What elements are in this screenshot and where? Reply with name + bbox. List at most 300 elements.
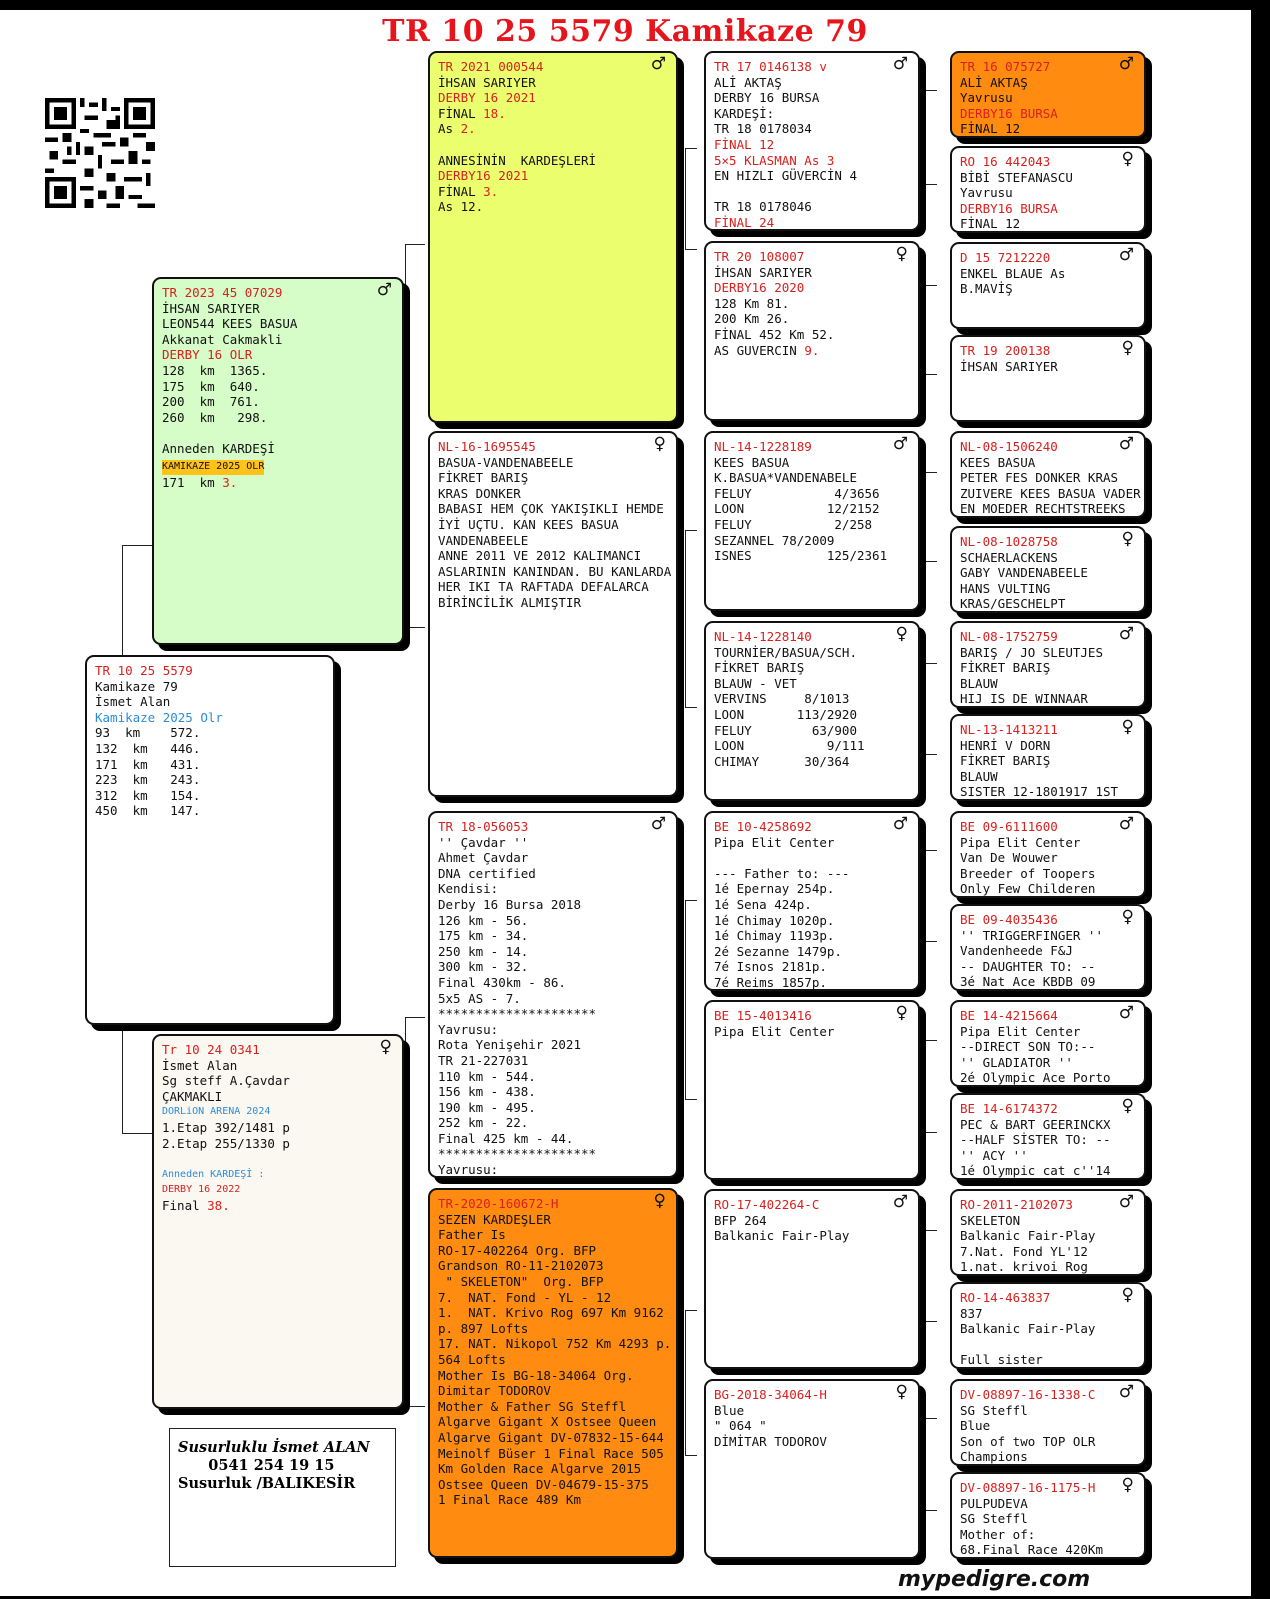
pedigree-line: FİKRET BARIŞ	[960, 660, 1051, 676]
pedigree-line: --HALF SİSTER TO: --	[960, 1132, 1111, 1148]
pedigree-line: Yavrusu:	[438, 1021, 499, 1037]
pedigree-line: ASLARININ KANINDAN. BU KANLARDA	[438, 563, 672, 579]
ring-number: RO 16 442043	[960, 154, 1051, 169]
great-grandparent-card[interactable]	[704, 811, 920, 991]
breeder-contact-box	[169, 1428, 396, 1567]
great-grandparent-card[interactable]	[704, 241, 920, 421]
pedigree-line: 1. NAT. Krivo Rog 697 Km 9162	[438, 1305, 664, 1321]
male-symbol-icon: ♂	[1118, 54, 1134, 74]
pedigree-line: '' TRIGGERFINGER ''	[960, 927, 1103, 943]
pedigree-line: 3é Nat Ace KBDB 09	[960, 974, 1096, 990]
pedigree-line: 175 km - 34.	[438, 928, 529, 944]
pedigree-line: 7é Isnos 2181p.	[714, 959, 827, 975]
pedigree-line: SCHAERLACKENS	[960, 549, 1058, 565]
pedigree-line: RO-17-402264 Org. BFP	[438, 1242, 597, 1258]
pedigree-line: BİBİ STEFANASCU	[960, 169, 1073, 185]
pedigree-line: FELUY 4/3656	[714, 485, 880, 501]
pedigree-line: Ahmet Çavdar	[438, 850, 529, 866]
dam-card[interactable]	[152, 1034, 404, 1409]
pedigree-line: 7é Reims 1857p.	[714, 974, 827, 990]
pedigree-line: Pipa Elit Center	[714, 1023, 835, 1039]
ring-number: NL-14-1228189	[714, 439, 812, 454]
ring-number: TR 18-056053	[438, 819, 529, 834]
ring-number: BE 14-6174372	[960, 1101, 1058, 1116]
male-symbol-icon: ♂	[1118, 1192, 1134, 1212]
great-great-grandparent-card[interactable]	[950, 1472, 1146, 1559]
connector-line	[685, 1310, 697, 1456]
pedigree-line: 93 km 572.	[95, 725, 201, 741]
pedigree-line: HANS VULTING	[960, 580, 1051, 596]
pedigree-line: KEES BASUA	[960, 454, 1036, 470]
pedigree-line: İsmet Alan	[95, 694, 171, 710]
pedigree-line: 7.Nat. Fond YL'12	[960, 1243, 1088, 1259]
male-symbol-icon: ♂	[1118, 1382, 1134, 1402]
pedigree-line: p. 897 Lofts	[438, 1320, 529, 1336]
pedigree-line: Vandenheede F&J	[960, 943, 1073, 959]
ring-number: DV-08897-16-1338-C	[960, 1387, 1096, 1402]
footer-site-name: mypedigre.com	[898, 1567, 1091, 1592]
great-great-grandparent-card[interactable]	[950, 714, 1146, 801]
ring-number: BE 15-4013416	[714, 1008, 812, 1023]
connector-line	[925, 90, 937, 185]
pedigree-line: Sg steff A.Çavdar	[162, 1073, 290, 1089]
pedigree-line: AS GUVERCIN 9.	[714, 342, 820, 358]
great-great-grandparent-card[interactable]	[950, 431, 1146, 518]
pedigree-line: 2é Sezanne 1479p.	[714, 943, 842, 959]
pedigree-line: FELUY 63/900	[714, 722, 857, 738]
pedigree-line: Algarve Gigant X Ostsee Queen	[438, 1414, 657, 1430]
great-grandparent-card[interactable]	[704, 51, 920, 231]
pedigree-line: ISNES 125/2361	[714, 548, 888, 564]
pedigree-line: 1é Chimay 1193p.	[714, 928, 835, 944]
pedigree-line: BLAUW	[960, 675, 998, 691]
pedigree-line: LEON544 KEES BASUA	[162, 316, 298, 332]
connector-line	[925, 285, 937, 375]
pedigree-line: VANDENABEELE	[438, 532, 529, 548]
pedigree-line: Father Is	[438, 1227, 506, 1243]
grandsire-maternal-card[interactable]	[428, 811, 678, 1178]
pedigree-line: Balkanic Fair-Play	[714, 1228, 850, 1244]
great-great-grandparent-card[interactable]	[950, 1000, 1146, 1087]
pedigree-line: Mother Is BG-18-34064 Org.	[438, 1367, 634, 1383]
great-great-grandparent-card[interactable]	[950, 1282, 1146, 1369]
pedigree-line: SISTER 12-1801917 1ST	[960, 784, 1119, 800]
pedigree-line: 5x5 AS - 7.	[438, 990, 521, 1006]
pedigree-line: '' ACY ''	[960, 1147, 1028, 1163]
ring-number: RO-14-463837	[960, 1290, 1051, 1305]
female-symbol-icon: ♀	[1121, 149, 1134, 169]
pedigree-line: Km Golden Race Algarve 2015	[438, 1461, 642, 1477]
pedigree-line: BLAUW - VET	[714, 675, 797, 691]
pedigree-line: ALİ AKTAŞ	[960, 74, 1028, 90]
great-great-grandparent-card[interactable]	[950, 1093, 1146, 1180]
pedigree-line: 250 km - 14.	[438, 943, 529, 959]
pedigree-line: HIJ IS DE WINNAAR	[960, 691, 1088, 707]
ring-number: TR 20 108007	[714, 249, 805, 264]
pedigree-line: Anneden KARDEŞİ :	[162, 1168, 265, 1180]
pedigree-line: 300 km - 32.	[438, 959, 529, 975]
pedigree-line: Only Few Childeren	[960, 881, 1096, 897]
female-symbol-icon: ♀	[379, 1037, 392, 1057]
pedigree-line: FİNAL 12	[960, 121, 1021, 137]
pedigree-line: EN MOEDER RECHTSTREEKS	[960, 501, 1126, 517]
pedigree-line: İsmet Alan	[162, 1057, 238, 1073]
pedigree-line: K.BASUA*VANDENABELE	[714, 470, 857, 486]
ring-number: BE 14-4215664	[960, 1008, 1058, 1023]
great-great-grandparent-card[interactable]	[950, 146, 1146, 233]
pedigree-line: SG Steffl	[960, 1511, 1028, 1527]
pedigree-line: FİNAL 18.	[438, 105, 506, 121]
sire-card[interactable]	[152, 277, 404, 645]
pedigree-line: Pipa Elit Center	[714, 834, 835, 850]
pedigree-line: FİNAL 452 Km 52.	[714, 326, 835, 342]
ring-number: TR 10 25 5579	[95, 663, 193, 678]
pedigree-line: KRAS DONKER	[438, 485, 521, 501]
female-symbol-icon: ♀	[895, 244, 908, 264]
connector-line	[925, 850, 937, 942]
pedigree-line: As 12.	[438, 199, 484, 215]
pedigree-line: Final 430km - 86.	[438, 974, 566, 990]
ring-number: BE 09-6111600	[960, 819, 1058, 834]
pedigree-line: '' GLADIATOR ''	[960, 1054, 1073, 1070]
pedigree-line: KARDEŞİ:	[714, 105, 775, 121]
ring-number: Tr 10 24 0341	[162, 1042, 260, 1057]
pedigree-line: LOON 113/2920	[714, 706, 857, 722]
pedigree-line: Algarve Gigant DV-07832-15-644	[438, 1429, 664, 1445]
pedigree-line: PULPUDEVA	[960, 1495, 1028, 1511]
ring-number: NL-08-1506240	[960, 439, 1058, 454]
pedigree-line: 200 km 761.	[162, 394, 260, 410]
pedigree-line: 200 Km 26.	[714, 311, 790, 327]
great-grandparent-card[interactable]	[704, 1000, 920, 1180]
female-symbol-icon: ♀	[1121, 717, 1134, 737]
subject-pigeon-card[interactable]	[85, 655, 335, 1025]
pedigree-line: DERBY16 BURSA	[960, 200, 1058, 216]
pedigree-line: 564 Lofts	[438, 1351, 506, 1367]
pedigree-line: BASUA-VANDENABEELE	[438, 454, 574, 470]
pedigree-line: 260 km 298.	[162, 409, 268, 425]
pedigree-line: İYİ UÇTU. KAN KEES BASUA	[438, 516, 619, 532]
pedigree-line: 1.nat. krivoi Rog	[960, 1259, 1088, 1275]
pedigree-line: DİMİTAR TODOROV	[714, 1433, 827, 1449]
breeder-location: Susurluk /BALIKESİR	[178, 1475, 356, 1492]
pedigree-line: *********************	[438, 1006, 597, 1022]
connector-line	[685, 530, 697, 708]
pedigree-line: *********************	[438, 1146, 597, 1162]
pedigree-line: ENKEL BLAUE As	[960, 265, 1066, 281]
great-great-grandparent-card[interactable]	[950, 335, 1146, 422]
pedigree-line: Kamikaze 2025 Olr	[95, 709, 223, 725]
pedigree-line: EN HIZLI GÜVERCİN 4	[714, 168, 857, 184]
pedigree-line: DERBY 16 2022	[162, 1184, 241, 1196]
female-symbol-icon: ♀	[1121, 338, 1134, 358]
pedigree-line: Derby 16 Bursa 2018	[438, 896, 581, 912]
great-grandparent-card[interactable]	[704, 621, 920, 801]
pedigree-line: Meinolf Büser 1 Final Race 505	[438, 1445, 664, 1461]
pedigree-line: İHSAN SARIYER	[438, 74, 536, 90]
pedigree-line	[714, 850, 912, 866]
grandsire-paternal-card[interactable]	[428, 51, 678, 423]
pedigree-line: -- DAUGHTER TO: --	[960, 958, 1096, 974]
pedigree-line: FİNAL 24	[714, 214, 775, 230]
pedigree-line: 128 Km 81.	[714, 295, 790, 311]
pedigree-line: Kamikaze 79	[95, 678, 178, 694]
great-great-grandparent-card[interactable]	[950, 904, 1146, 991]
connector-line	[122, 545, 152, 655]
pedigree-line	[438, 137, 670, 153]
pedigree-line: BABASI HEM ÇOK YAKIŞIKLI HEMDE	[438, 501, 664, 517]
pedigree-line: DERBY 16 BURSA	[714, 90, 820, 106]
male-symbol-icon: ♂	[1118, 1003, 1134, 1023]
pedigree-line: ZUIVERE KEES BASUA VADER	[960, 485, 1141, 501]
great-great-grandparent-card[interactable]	[950, 811, 1146, 898]
great-great-grandparent-card[interactable]	[950, 1189, 1146, 1276]
great-grandparent-card[interactable]	[704, 431, 920, 611]
pedigree-line: 2é Olympic Ace Porto	[960, 1070, 1111, 1086]
pedigree-line: " 064 "	[714, 1418, 767, 1434]
pedigree-line: --- Father to: ---	[714, 865, 850, 881]
pedigree-line: 1é Sena 424p.	[714, 896, 812, 912]
pedigree-line: Pipa Elit Center	[960, 834, 1081, 850]
pedigree-line: 837	[960, 1305, 983, 1321]
pedigree-line: 2.Etap 255/1330 p	[162, 1135, 290, 1151]
pedigree-line: 132 km 446.	[95, 740, 201, 756]
pedigree-line: FİNAL 12	[960, 216, 1021, 232]
pedigree-line: ALİ AKTAŞ	[714, 74, 782, 90]
pedigree-line: DERBY 16 2021	[438, 90, 536, 106]
pedigree-line: Pipa Elit Center	[960, 1023, 1081, 1039]
pedigree-line: FELUY 2/258	[714, 516, 873, 532]
connector-line	[925, 1040, 937, 1133]
pedigree-line: 252 km - 22.	[438, 1115, 529, 1131]
connector-line	[405, 244, 425, 628]
granddam-maternal-card[interactable]	[428, 1188, 678, 1558]
pedigree-line: FİNAL 3.	[438, 183, 499, 199]
ring-number: NL-16-1695545	[438, 439, 536, 454]
pedigree-line: --DIRECT SON TO:--	[960, 1039, 1096, 1055]
pedigree-line: 7. NAT. Fond - YL - 12	[438, 1289, 612, 1305]
pedigree-line: '' Çavdar ''	[438, 834, 529, 850]
female-symbol-icon: ♀	[653, 434, 666, 454]
pedigree-line: DERBY16 2020	[714, 280, 805, 296]
granddam-paternal-card[interactable]	[428, 431, 678, 797]
top-border	[0, 0, 1270, 10]
male-symbol-icon: ♂	[1118, 814, 1134, 834]
pedigree-line: Akkanat Cakmakli	[162, 331, 283, 347]
pedigree-line: 126 km - 56.	[438, 912, 529, 928]
male-symbol-icon: ♂	[376, 280, 392, 300]
ring-number: RO-2011-2102073	[960, 1197, 1073, 1212]
pedigree-line: Son of two TOP OLR	[960, 1433, 1096, 1449]
pedigree-line: 1.Etap 392/1481 p	[162, 1119, 290, 1135]
pedigree-line: Balkanic Fair-Play	[960, 1321, 1096, 1337]
pedigree-line: As 2.	[438, 121, 476, 137]
pedigree-line: BİRİNCİLİK ALMIŞTIR	[438, 594, 581, 610]
ring-number: TR 16 075727	[960, 59, 1051, 74]
ring-number: BE 10-4258692	[714, 819, 812, 834]
pedigree-line: 175 km 640.	[162, 378, 260, 394]
pedigree-line: 312 km 154.	[95, 787, 201, 803]
pedigree-line: 1é Chimay 1020p.	[714, 912, 835, 928]
pedigree-line: " SKELETON" Org. BFP	[438, 1273, 604, 1289]
pedigree-line: ANNESİNİN KARDEŞLERİ	[438, 152, 597, 168]
pedigree-line: 5×5 KLASMAN As 3	[714, 152, 835, 168]
ring-number: NL-14-1228140	[714, 629, 812, 644]
pedigree-line: 190 km - 495.	[438, 1099, 536, 1115]
pedigree-line: ANNE 2011 VE 2012 KALIMANCI	[438, 548, 642, 564]
pedigree-line: Grandson RO-11-2102073	[438, 1258, 604, 1274]
pedigree-line: PETER FES DONKER KRAS	[960, 470, 1119, 486]
pedigree-line: ÇAKMAKLI	[162, 1088, 223, 1104]
ring-number: NL-08-1028758	[960, 534, 1058, 549]
female-symbol-icon: ♀	[1121, 1096, 1134, 1116]
male-symbol-icon: ♂	[892, 434, 908, 454]
breeder-phone: 0541 254 19 15	[178, 1457, 335, 1474]
pedigree-line: LOON 9/111	[714, 738, 865, 754]
pedigree-line: 1 Final Race 489 Km	[438, 1492, 581, 1508]
great-grandparent-card[interactable]	[704, 1379, 920, 1559]
female-symbol-icon: ♀	[1121, 529, 1134, 549]
pedigree-line: 68.Final Race 420Km	[960, 1542, 1103, 1558]
pedigree-line: Full sister	[960, 1352, 1043, 1368]
pedigree-line: SEZANNEL 78/2009	[714, 532, 835, 548]
breeder-name: Susurluklu İsmet ALAN	[178, 1439, 370, 1456]
pedigree-line: TR 21-227031	[438, 1052, 529, 1068]
pedigree-line: İHSAN SARIYER	[714, 264, 812, 280]
pedigree-line: TR 18 0178046	[714, 199, 812, 215]
pedigree-line: 128 km 1365.	[162, 362, 268, 378]
ring-number: RO-17-402264-C	[714, 1197, 820, 1212]
pedigree-line: 17. NAT. Nikopol 752 Km 4293 p.	[438, 1336, 672, 1352]
great-great-grandparent-card[interactable]	[950, 1379, 1146, 1466]
connector-line	[405, 1017, 425, 1407]
female-symbol-icon: ♀	[895, 1382, 908, 1402]
pedigree-line: İHSAN SARIYER	[960, 358, 1058, 374]
pedigree-line: Yavrusu	[960, 90, 1013, 106]
male-symbol-icon: ♂	[892, 814, 908, 834]
pedigree-line: HENRİ V DORN	[960, 737, 1051, 753]
pedigree-line: BARIŞ / JO SLEUTJES	[960, 644, 1103, 660]
pedigree-line: KEES BASUA	[714, 454, 790, 470]
great-great-grandparent-card[interactable]	[950, 526, 1146, 613]
pedigree-line: SG Steffl	[960, 1402, 1028, 1418]
pedigree-line: Rota Yenişehir 2021	[438, 1037, 581, 1053]
pedigree-line: DNA certified	[438, 865, 536, 881]
pedigree-line: TR 18 0178034	[714, 121, 812, 137]
connector-line	[925, 472, 937, 562]
pedigree-line: LOON 12/2152	[714, 501, 880, 517]
pedigree-line: Balkanic Fair-Play	[960, 1228, 1096, 1244]
male-symbol-icon: ♂	[650, 814, 666, 834]
pedigree-line: SEZEN KARDEŞLER	[438, 1211, 551, 1227]
pedigree-line: HER IKI TA RAFTADA DEFALARCA	[438, 579, 649, 595]
pedigree-line: DORLiON ARENA 2024	[162, 1106, 271, 1118]
pedigree-line	[960, 1337, 1138, 1353]
pedigree-line: Final 38.	[162, 1197, 230, 1213]
connector-line	[925, 1230, 937, 1322]
connector-line	[122, 1024, 152, 1134]
ring-number: TR 19 200138	[960, 343, 1051, 358]
female-symbol-icon: ♀	[1121, 1285, 1134, 1305]
male-symbol-icon: ♂	[1118, 434, 1134, 454]
ring-number: TR 2023 45 07029	[162, 285, 283, 300]
pedigree-line: DERBY 16 OLR	[162, 347, 253, 363]
connector-line	[925, 1418, 937, 1511]
pedigree-line: FİNAL 12	[714, 136, 775, 152]
pedigree-line: Mother of:	[960, 1526, 1036, 1542]
pedigree-line	[162, 425, 396, 441]
great-great-grandparent-card[interactable]	[950, 51, 1146, 138]
pedigree-line: PEC & BART GEERINCKX	[960, 1116, 1111, 1132]
pedigree-line	[714, 184, 912, 200]
pedigree-line	[162, 1151, 396, 1167]
pedigree-line: 1é Epernay 254p.	[714, 881, 835, 897]
pedigree-line: 171 km 3.	[162, 475, 238, 491]
female-symbol-icon: ♀	[895, 624, 908, 644]
pedigree-line: Final 425 km - 44.	[438, 1130, 574, 1146]
pedigree-line: SKELETON	[960, 1212, 1021, 1228]
pedigree-line: Yavrusu:	[438, 1162, 499, 1178]
pedigree-line: 1é Olympic cat c''14	[960, 1163, 1111, 1179]
great-grandparent-card[interactable]	[704, 1189, 920, 1369]
pedigree-line: Mother & Father SG Steffl	[438, 1398, 627, 1414]
pedigree-line: Kendisi:	[438, 881, 499, 897]
pedigree-line: BFP 264	[714, 1212, 767, 1228]
pedigree-line: Yavrusu	[960, 185, 1013, 201]
pedigree-line: Van De Wouwer	[960, 850, 1058, 866]
pedigree-line: Breeder of Toopers	[960, 865, 1096, 881]
ring-number: BG-2018-34064-H	[714, 1387, 827, 1402]
pedigree-line: BLAUW	[960, 768, 998, 784]
female-symbol-icon: ♀	[1121, 907, 1134, 927]
great-great-grandparent-card[interactable]	[950, 242, 1146, 329]
pedigree-line: FİKRET BARIŞ	[438, 470, 529, 486]
pedigree-line: CHIMAY 30/364	[714, 753, 850, 769]
pedigree-line: Ostsee Queen DV-04679-15-375	[438, 1476, 649, 1492]
female-symbol-icon: ♀	[653, 1191, 666, 1211]
pedigree-line: DERBY16 2021	[438, 168, 529, 184]
great-great-grandparent-card[interactable]	[950, 621, 1146, 708]
connector-line	[925, 663, 937, 755]
pedigree-line: FİKRET BARIŞ	[714, 660, 805, 676]
pedigree-line: 450 km 147.	[95, 803, 201, 819]
pedigree-line: B.MAVİŞ	[960, 281, 1013, 297]
pedigree-line: 110 km - 544.	[438, 1068, 536, 1084]
male-symbol-icon: ♂	[892, 1192, 908, 1212]
ring-number: TR 17 0146138 v	[714, 59, 827, 74]
ring-number: TR-2020-160672-H	[438, 1196, 559, 1211]
ring-number: D 15 7212220	[960, 250, 1051, 265]
ring-number: BE 09-4035436	[960, 912, 1058, 927]
pedigree-line: DERBY16 BURSA	[960, 105, 1058, 121]
pedigree-line: 223 km 243.	[95, 772, 201, 788]
pedigree-line: KAMIKAZE 2025 OLR	[162, 460, 264, 476]
pedigree-line: Anneden KARDEŞİ	[162, 440, 275, 456]
qr-code	[45, 98, 155, 208]
pedigree-line: KRAS/GESCHELPT	[960, 596, 1066, 612]
pedigree-line: Blue	[960, 1418, 991, 1434]
male-symbol-icon: ♂	[650, 54, 666, 74]
male-symbol-icon: ♂	[1118, 245, 1134, 265]
connector-line	[685, 148, 697, 250]
ring-number: TR 2021 000544	[438, 59, 544, 74]
pedigree-line: Blue	[714, 1402, 745, 1418]
pedigree-line: FİKRET BARIŞ	[960, 753, 1051, 769]
pedigree-line: VERVINS 8/1013	[714, 691, 850, 707]
right-border	[1251, 0, 1270, 1599]
pedigree-line: Champions	[960, 1449, 1028, 1465]
male-symbol-icon: ♂	[892, 54, 908, 74]
